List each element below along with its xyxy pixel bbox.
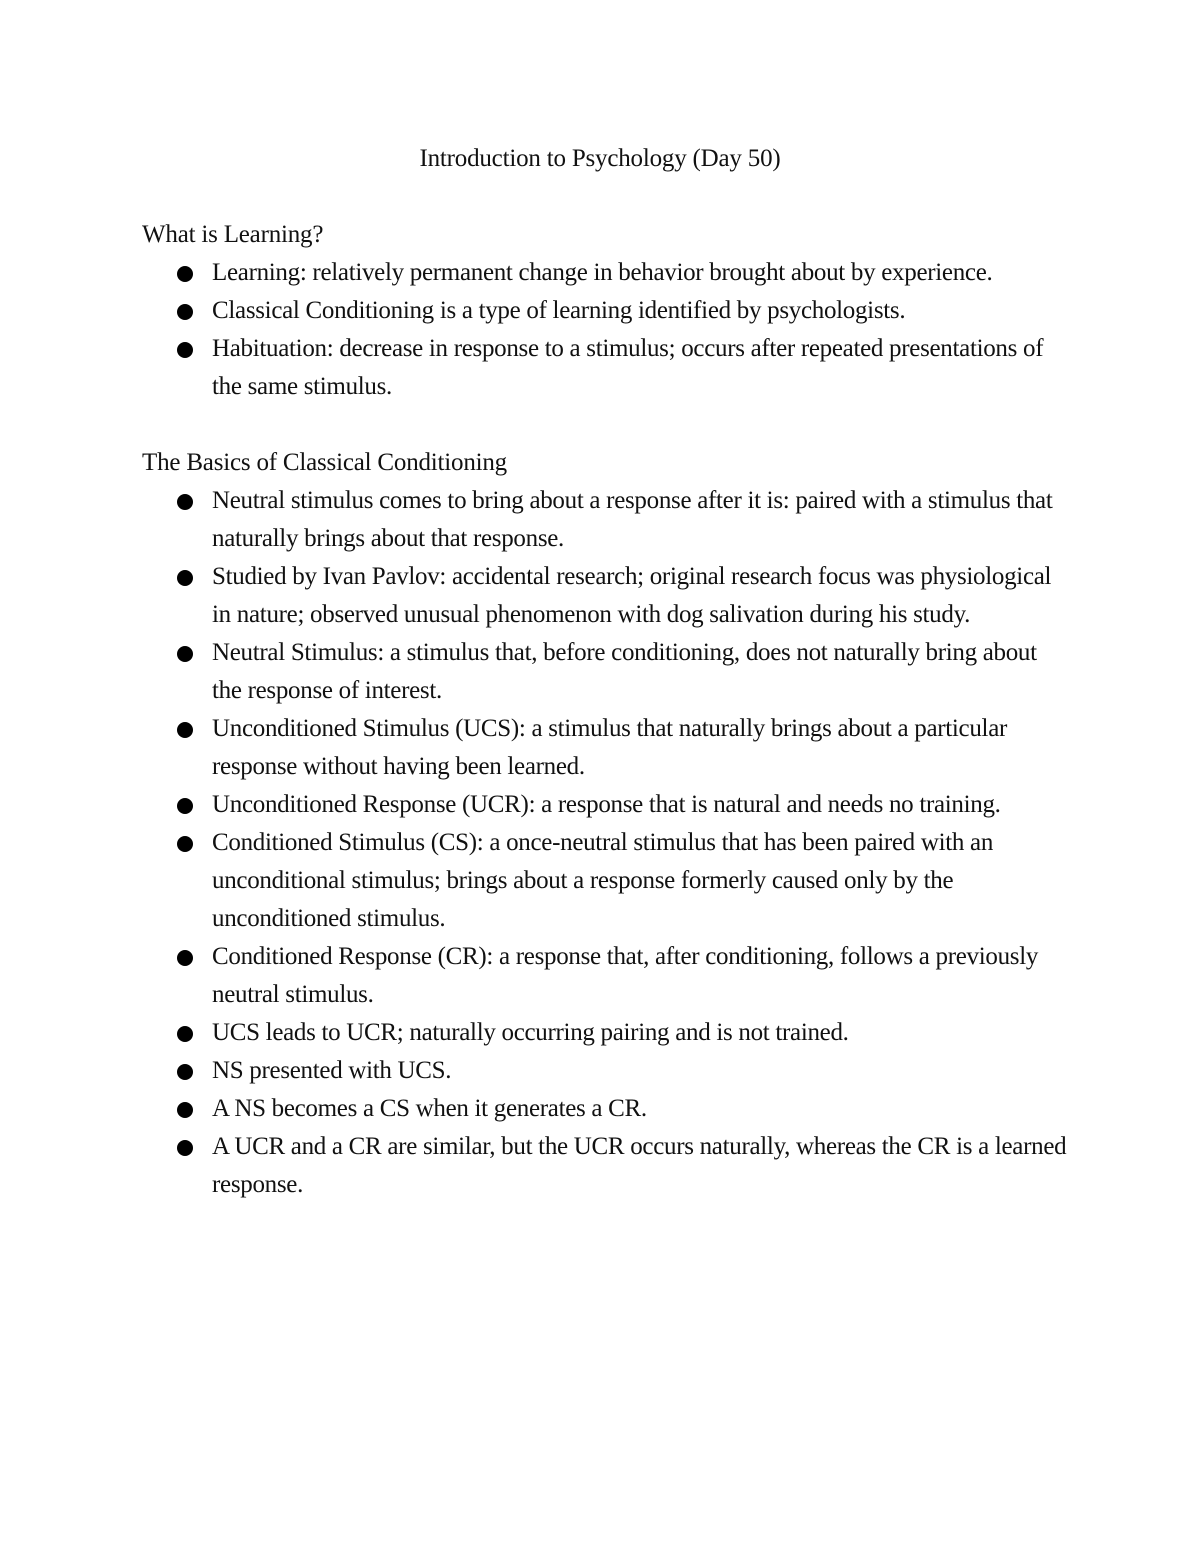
list-item-text: Conditioned Stimulus (CS): a once-neutral stimulus that has been paired with an unconditional stimulus; brings about a response formerly caused only by the unconditioned stimulus. xyxy=(212,829,994,932)
bullet-icon xyxy=(177,722,193,738)
list-item xyxy=(142,558,1072,634)
list-item xyxy=(142,1090,1072,1128)
list-item-text: Studied by Ivan Pavlov: accidental research; original research focus was physiological in nature; observed unusual phenomenon with dog salivation during his study. xyxy=(212,563,1052,628)
list-item xyxy=(142,634,1072,710)
list-item-text: Unconditioned Response (UCR): a response that is natural and needs no training. xyxy=(212,791,1001,818)
list-item-text: Classical Conditioning is a type of learning identified by psychologists. xyxy=(212,297,906,324)
list-item xyxy=(142,482,1072,558)
list-item-text: Learning: relatively permanent change in behavior brought about by experience. xyxy=(212,259,993,286)
bullet-icon xyxy=(177,570,193,586)
section-heading: The Basics of Classical Conditioning xyxy=(142,449,507,476)
list-item xyxy=(142,938,1072,1014)
section-basics-of-classical-conditioning xyxy=(142,444,1072,1204)
bullet-icon xyxy=(177,950,193,966)
bullet-icon xyxy=(177,1064,193,1080)
list-item-text: UCS leads to UCR; naturally occurring pairing and is not trained. xyxy=(212,1019,849,1046)
bullet-icon xyxy=(177,646,193,662)
bullet-icon xyxy=(177,1102,193,1118)
list-item xyxy=(142,710,1072,786)
bullet-icon xyxy=(177,836,193,852)
list-item xyxy=(142,254,1072,292)
bullet-icon xyxy=(177,1140,193,1156)
list-item xyxy=(142,1052,1072,1090)
list-item-text: NS presented with UCS. xyxy=(212,1057,452,1084)
bullet-icon xyxy=(177,304,193,320)
bullet-icon xyxy=(177,1026,193,1042)
list-item-text: A UCR and a CR are similar, but the UCR occurs naturally, whereas the CR is a learned response. xyxy=(212,1133,1067,1198)
list-item-text: Conditioned Response (CR): a response that, after conditioning, follows a previously neutral stimulus. xyxy=(212,943,1039,1008)
list-item-text: Habituation: decrease in response to a stimulus; occurs after repeated presentations of the same stimulus. xyxy=(212,335,1044,400)
bullet-list xyxy=(142,482,1072,1204)
list-item-text: Neutral Stimulus: a stimulus that, before conditioning, does not naturally bring about the response of interest. xyxy=(212,639,1037,704)
list-item xyxy=(142,292,1072,330)
list-item-text: Neutral stimulus comes to bring about a response after it is: paired with a stimulus that naturally brings about that response. xyxy=(212,487,1053,552)
section-heading: What is Learning? xyxy=(142,221,324,248)
list-item xyxy=(142,1128,1072,1204)
bullet-icon xyxy=(177,798,193,814)
list-item xyxy=(142,824,1072,938)
bullet-icon xyxy=(177,342,193,358)
list-item xyxy=(142,1014,1072,1052)
bullet-list xyxy=(142,254,1072,406)
page-title: Introduction to Psychology (Day 50) xyxy=(419,145,781,172)
bullet-icon xyxy=(177,266,193,282)
list-item xyxy=(142,786,1072,824)
section-what-is-learning xyxy=(142,216,1072,406)
list-item-text: A NS becomes a CS when it generates a CR. xyxy=(212,1095,647,1122)
bullet-icon xyxy=(177,494,193,510)
list-item xyxy=(142,330,1072,406)
list-item-text: Unconditioned Stimulus (UCS): a stimulus that naturally brings about a particular response without having been learned. xyxy=(212,715,1008,780)
